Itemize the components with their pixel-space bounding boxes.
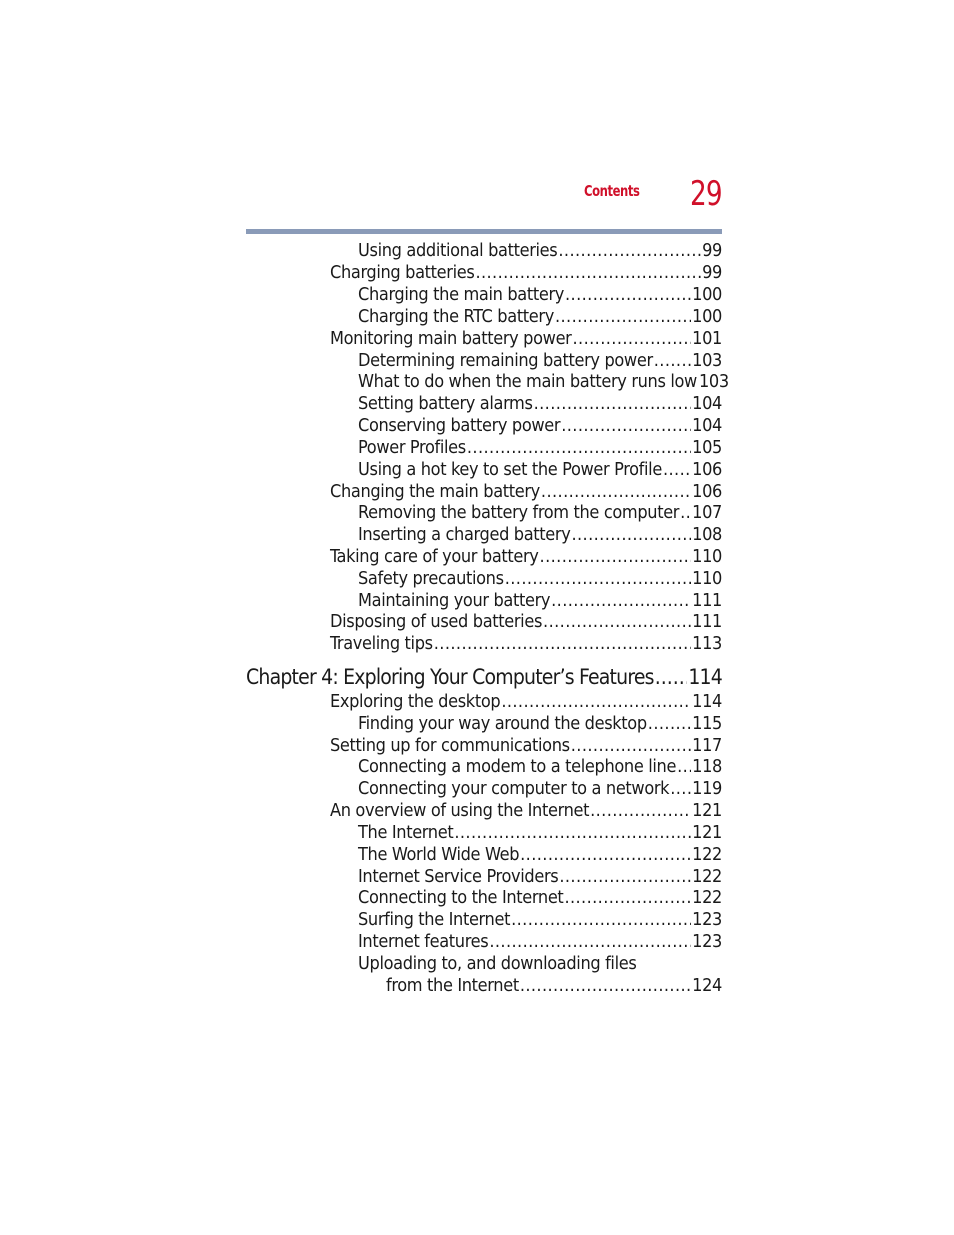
toc-leader-dots — [590, 800, 691, 822]
toc-page-number: 106 — [692, 481, 722, 502]
toc-entry-title: Inserting a charged battery — [358, 524, 571, 545]
toc-entry-title: Uploading to, and downloading files — [358, 953, 637, 974]
toc-entry-title: Disposing of used batteries — [330, 611, 543, 632]
toc-page-number: 111 — [692, 590, 722, 611]
toc-leader-dots — [475, 262, 701, 284]
toc-page-number: 123 — [692, 909, 722, 930]
toc-page-number: 114 — [688, 665, 722, 689]
toc-entry-title: Conserving battery power — [358, 415, 561, 436]
toc-entry — [330, 328, 722, 350]
toc-page-number: 114 — [692, 691, 722, 712]
toc-leader-dots — [511, 909, 691, 931]
toc-entry — [358, 909, 722, 931]
toc-entry — [358, 953, 636, 975]
toc-entry — [358, 844, 722, 866]
toc-entry-title: Finding your way around the desktop — [358, 713, 647, 734]
toc-leader-dots — [434, 633, 691, 655]
toc-leader-dots — [543, 611, 691, 633]
toc-leader-dots — [555, 306, 691, 328]
toc-leader-dots — [677, 756, 691, 778]
toc-entry-title: Power Profiles — [358, 437, 466, 458]
toc-entry-title: Using a hot key to set the Power Profile — [358, 459, 662, 480]
toc-entry — [358, 822, 722, 844]
toc-leader-dots — [654, 350, 691, 372]
toc-entry-title: Connecting your computer to a network — [358, 778, 670, 799]
toc-entry — [358, 756, 722, 778]
toc-page-number: 110 — [692, 546, 722, 567]
toc-page-number: 123 — [692, 931, 722, 952]
toc-chapter-entry — [246, 664, 722, 690]
toc-leader-dots — [489, 931, 691, 953]
toc-entry-title: Surfing the Internet — [358, 909, 511, 930]
toc-entry-title: Changing the main battery — [330, 481, 540, 502]
toc-leader-dots — [655, 664, 688, 690]
toc-page-number: 124 — [692, 975, 722, 996]
toc-entry — [358, 590, 722, 612]
toc-leader-dots — [551, 590, 691, 612]
toc-entry-title: Charging the RTC battery — [358, 306, 554, 327]
toc-leader-dots — [520, 975, 691, 997]
toc-entry — [330, 800, 722, 822]
toc-entry-title: Removing the battery from the computer — [358, 502, 680, 523]
toc-leader-dots — [534, 393, 692, 415]
toc-entry — [358, 778, 722, 800]
toc-page-number: 122 — [692, 866, 722, 887]
running-header-section: Contents — [584, 182, 640, 200]
toc-page-number: 105 — [692, 437, 722, 458]
toc-page-number: 115 — [692, 713, 722, 734]
toc-entry — [358, 713, 722, 735]
toc-entry-title: The Internet — [358, 822, 454, 843]
toc-entry-title: An overview of using the Internet — [330, 800, 590, 821]
toc-entry-title: Setting battery alarms — [358, 393, 533, 414]
toc-leader-dots — [467, 437, 691, 459]
toc-page-number: 103 — [698, 371, 729, 392]
toc-entry-title: What to do when the main battery runs low — [358, 371, 697, 392]
toc-entry — [358, 371, 729, 393]
toc-entry — [330, 262, 722, 284]
toc-leader-dots — [541, 481, 691, 503]
toc-page-number: 122 — [692, 887, 722, 908]
toc-entry — [358, 568, 722, 590]
toc-entry — [330, 691, 722, 713]
toc-leader-dots — [571, 524, 691, 546]
toc-leader-dots — [663, 459, 691, 481]
toc-page-number: 106 — [692, 459, 722, 480]
toc-page-number: 104 — [692, 393, 722, 414]
toc-entry — [330, 481, 722, 503]
toc-entry-title: Chapter 4: Exploring Your Computer’s Features — [246, 665, 654, 689]
toc-entry-title: Charging the main battery — [358, 284, 564, 305]
toc-leader-dots — [540, 546, 692, 568]
toc-entry — [358, 459, 722, 481]
toc-leader-dots — [571, 735, 691, 757]
toc-entry — [358, 415, 722, 437]
toc-entry-title: Monitoring main battery power — [330, 328, 572, 349]
toc-leader-dots — [670, 778, 691, 800]
toc-leader-dots — [573, 328, 692, 350]
toc-entry — [358, 437, 722, 459]
toc-leader-dots — [505, 568, 691, 590]
toc-page-number: 118 — [692, 756, 722, 777]
toc-page-number: 103 — [692, 350, 722, 371]
toc-entry — [358, 502, 722, 524]
toc-entry — [358, 866, 722, 888]
toc-entry — [358, 240, 722, 262]
toc-entry-title: Internet features — [358, 931, 489, 952]
toc-entry — [330, 633, 722, 655]
toc-entry — [358, 306, 722, 328]
toc-leader-dots — [648, 713, 691, 735]
toc-entry-title: Exploring the desktop — [330, 691, 501, 712]
toc-page-number: 107 — [692, 502, 722, 523]
toc-page-number: 110 — [692, 568, 722, 589]
toc-leader-dots — [558, 240, 701, 262]
page-number: 29 — [690, 174, 722, 214]
toc-page-number: 113 — [692, 633, 722, 654]
toc-leader-dots — [454, 822, 691, 844]
toc-leader-dots — [565, 284, 691, 306]
toc-entry-title: Maintaining your battery — [358, 590, 551, 611]
toc-page-number: 108 — [692, 524, 722, 545]
toc-page-number: 119 — [692, 778, 722, 799]
toc-entry — [330, 611, 722, 633]
toc-page-number: 121 — [692, 800, 722, 821]
header-rule — [246, 229, 722, 234]
toc-entry — [358, 887, 722, 909]
toc-leader-dots — [520, 844, 691, 866]
toc-entry-title: Safety precautions — [358, 568, 504, 589]
toc-entry-title: Charging batteries — [330, 262, 475, 283]
toc-page-number: 101 — [692, 328, 722, 349]
toc-page-number: 104 — [692, 415, 722, 436]
toc-leader-dots — [501, 691, 691, 713]
toc-entry-title: Internet Service Providers — [358, 866, 559, 887]
toc-entry — [358, 284, 722, 306]
toc-page-number: 99 — [702, 262, 722, 283]
toc-leader-dots — [680, 502, 691, 524]
toc-entry-title: Taking care of your battery — [330, 546, 539, 567]
toc-entry-title: Traveling tips — [330, 633, 433, 654]
toc-entry-title: from the Internet — [386, 975, 519, 996]
toc-entry — [358, 393, 722, 415]
toc-entry — [330, 546, 722, 568]
toc-entry — [386, 975, 722, 997]
toc-page-number: 111 — [692, 611, 722, 632]
toc-entry — [358, 524, 722, 546]
toc-page-number: 100 — [692, 284, 722, 305]
toc-page-number: 121 — [692, 822, 722, 843]
toc-entry — [358, 931, 722, 953]
toc-leader-dots — [559, 866, 691, 888]
toc-entry-title: Determining remaining battery power — [358, 350, 653, 371]
toc-leader-dots — [564, 887, 691, 909]
toc-entry-title: Connecting a modem to a telephone line — [358, 756, 677, 777]
toc-entry-title: Connecting to the Internet — [358, 887, 564, 908]
toc-entry-title: The World Wide Web — [358, 844, 520, 865]
toc-page-number: 122 — [692, 844, 722, 865]
toc-entry — [330, 735, 722, 757]
toc-entry — [358, 350, 722, 372]
toc-page-number: 117 — [692, 735, 722, 756]
toc-leader-dots — [561, 415, 691, 437]
toc-entry-title: Using additional batteries — [358, 240, 558, 261]
toc-page-number: 100 — [692, 306, 722, 327]
toc-page-number: 99 — [702, 240, 722, 261]
toc-entry-title: Setting up for communications — [330, 735, 570, 756]
